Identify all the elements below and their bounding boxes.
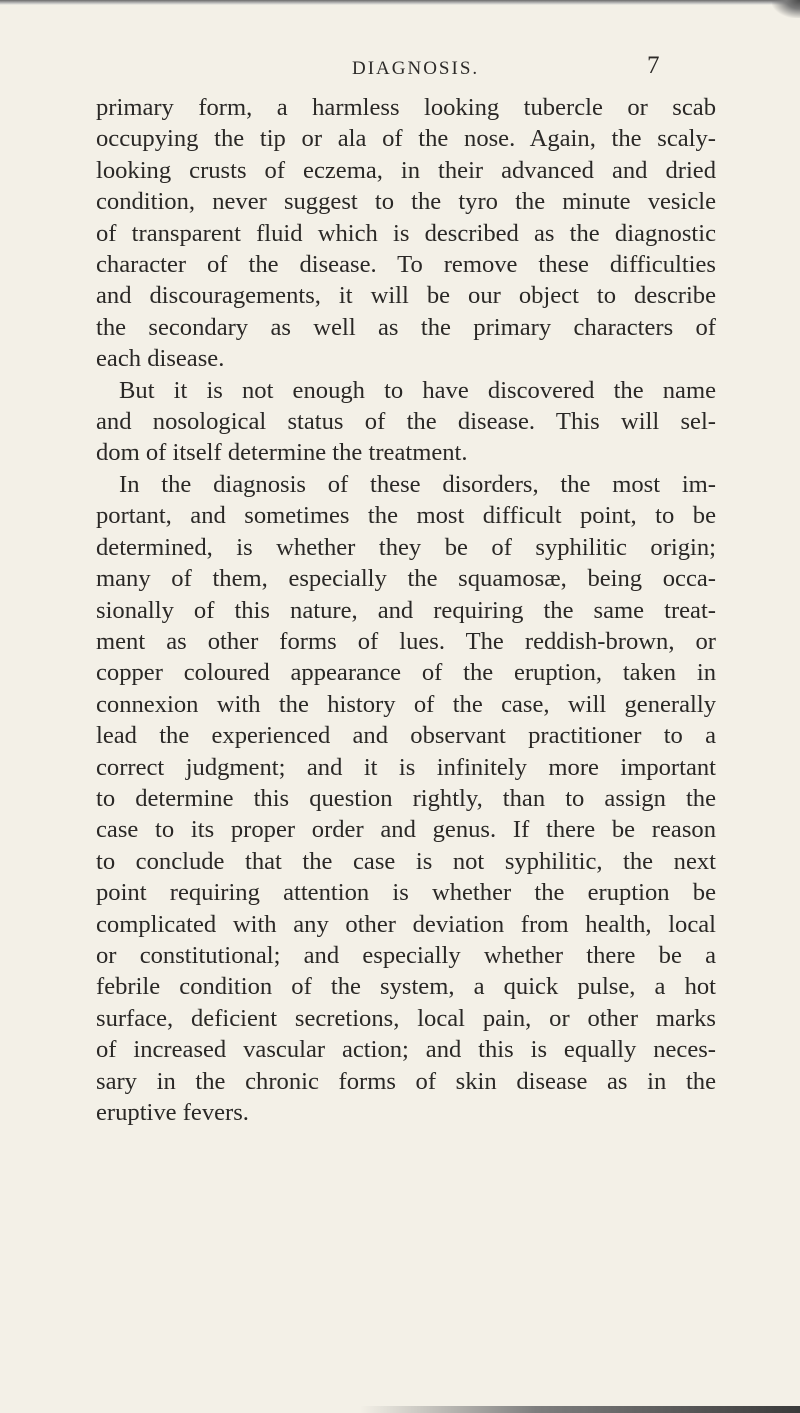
text-line: and nosological status of the disease. This will sel- xyxy=(96,408,716,436)
text-line: febrile condition of the system, a quick pulse, a hot xyxy=(96,973,716,1001)
text-line: to conclude that the case is not syphilitic, the next xyxy=(96,847,716,875)
text-line: connexion with the history of the case, will generally xyxy=(96,690,716,718)
page-header xyxy=(0,52,800,86)
page-number: 7 xyxy=(647,52,660,79)
text-line: sary in the chronic forms of skin disease as in the xyxy=(96,1067,716,1095)
text-line: character of the disease. To remove these difficulties xyxy=(96,251,716,279)
text-line: sionally of this nature, and requiring the same treat- xyxy=(96,596,716,624)
body-text xyxy=(96,92,716,1128)
running-head: DIAGNOSIS. xyxy=(352,58,480,79)
text-line: or constitutional; and especially whether there be a xyxy=(96,941,716,969)
text-line: determined, is whether they be of syphilitic origin; xyxy=(96,533,716,561)
text-line: occupying the tip or ala of the nose. Again, the scaly- xyxy=(96,125,716,153)
text-line: eruptive fevers. xyxy=(96,1099,249,1126)
scan-corner-shadow xyxy=(772,0,800,18)
text-line: many of them, especially the squamosæ, being occa- xyxy=(96,565,716,593)
text-line: condition, never suggest to the tyro the minute vesicle xyxy=(96,188,716,216)
text-line: point requiring attention is whether the eruption be xyxy=(96,879,716,907)
text-line: correct judgment; and it is infinitely more important xyxy=(96,753,716,781)
text-line: case to its proper order and genus. If there be reason xyxy=(96,816,716,844)
text-line: the secondary as well as the primary characters of xyxy=(96,313,716,341)
text-line: primary form, a harmless looking tubercle or scab xyxy=(96,94,716,121)
text-line: portant, and sometimes the most difficult point, to be xyxy=(96,502,716,530)
text-line: complicated with any other deviation from health, local xyxy=(96,910,716,938)
text-line: copper coloured appearance of the eruption, taken in xyxy=(96,659,716,687)
scan-top-edge xyxy=(0,0,800,5)
text-line: looking crusts of eczema, in their advanced and dried xyxy=(96,156,716,184)
text-line: dom of itself determine the treatment. xyxy=(96,439,468,467)
text-line: lead the experienced and observant practitioner to a xyxy=(96,722,716,750)
text-line: and discouragements, it will be our object to describe xyxy=(96,282,716,310)
text-line: to determine this question rightly, than to assign the xyxy=(96,784,716,812)
text-line: ment as other forms of lues. The reddish-brown, or xyxy=(96,627,716,655)
text-line: surface, deficient secretions, local pain, or other marks xyxy=(96,1004,716,1032)
text-line: of transparent fluid which is described as the diagnostic xyxy=(96,219,716,247)
scan-bottom-edge xyxy=(360,1406,800,1413)
text-line: In the diagnosis of these disorders, the most im- xyxy=(119,470,716,498)
text-line: But it is not enough to have discovered the name xyxy=(119,376,716,404)
text-line: each disease. xyxy=(96,345,225,373)
text-line: of increased vascular action; and this is equally neces- xyxy=(96,1036,716,1064)
